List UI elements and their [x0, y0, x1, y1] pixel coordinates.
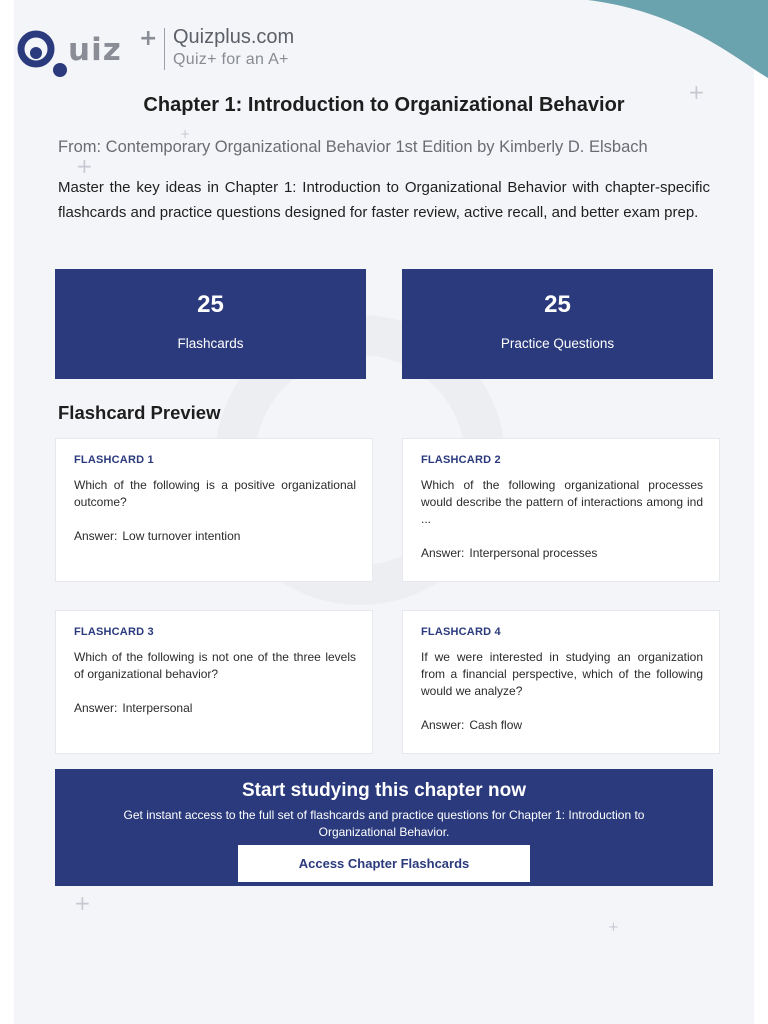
stat-label: Flashcards — [177, 336, 244, 351]
study-cta-banner — [55, 769, 713, 886]
flashcard-answer — [74, 529, 240, 543]
answer-text: Interpersonal processes — [469, 546, 598, 560]
flashcards-count-box[interactable] — [55, 269, 366, 379]
practice-questions-count-box[interactable] — [402, 269, 713, 379]
flashcard-question: Which of the following organizational processes would describe the pattern of interactions among ind ... — [421, 478, 703, 527]
logo-divider — [164, 28, 165, 70]
site-tagline: Quiz+ for an A+ — [173, 51, 289, 68]
stat-number: 25 — [544, 291, 571, 318]
flashcard-question: If we were interested in studying an organization from a financial perspective, which of the following would we analyze? — [421, 650, 703, 699]
flashcard-answer — [74, 701, 192, 715]
flashcard-tag: FLASHCARD 4 — [421, 626, 501, 638]
flashcard-card[interactable] — [402, 610, 720, 754]
flashcard-question: Which of the following is not one of the three levels of organizational behavior? — [74, 650, 356, 682]
flashcard-tag: FLASHCARD 3 — [74, 626, 154, 638]
plus-decoration: + — [180, 127, 191, 141]
flashcard-answer — [421, 546, 597, 560]
answer-text: Interpersonal — [122, 701, 193, 715]
quizplus-logo[interactable] — [16, 26, 306, 78]
answer-text: Low turnover intention — [122, 529, 241, 543]
logo-q-icon — [16, 28, 72, 78]
site-name: Quizplus.com — [173, 26, 295, 48]
answer-prefix: Answer: — [421, 718, 465, 732]
stat-number: 25 — [197, 291, 224, 318]
flashcard-card[interactable] — [55, 438, 373, 582]
chapter-description: Master the key ideas in Chapter 1: Introduction to Organizational Behavior with chapter-specific flashcards and practice questions designed for faster review, active recall, and better exam prep. — [58, 179, 710, 221]
flashcard-card[interactable] — [55, 610, 373, 754]
plus-decoration: + — [688, 80, 705, 104]
answer-prefix: Answer: — [74, 701, 118, 715]
cta-heading: Start studying this chapter now — [242, 780, 526, 801]
answer-text: Cash flow — [469, 718, 523, 732]
cta-subtext: Get instant access to the full set of flashcards and practice questions for Chapter 1: Introduction to Organizational Behavior. — [123, 808, 645, 839]
answer-prefix: Answer: — [74, 529, 118, 543]
plus-decoration: + — [76, 154, 93, 178]
flashcard-card[interactable] — [402, 438, 720, 582]
page-title: Chapter 1: Introduction to Organizational Behavior — [143, 94, 625, 116]
flashcard-preview-heading: Flashcard Preview — [58, 402, 221, 423]
plus-decoration: + — [608, 920, 619, 935]
stat-label: Practice Questions — [500, 336, 615, 351]
corner-decoration — [588, 0, 768, 80]
access-flashcards-button[interactable]: Access Chapter Flashcards — [238, 845, 530, 882]
flashcard-question: Which of the following is a positive organizational outcome? — [74, 478, 356, 510]
logo-plus-mark: + — [139, 26, 158, 51]
logo-wordmark: uiz — [68, 32, 122, 68]
flashcard-answer — [421, 718, 522, 732]
flashcard-tag: FLASHCARD 1 — [74, 454, 154, 466]
plus-decoration: + — [74, 891, 91, 915]
answer-prefix: Answer: — [421, 546, 465, 560]
source-book: From: Contemporary Organizational Behavior 1st Edition by Kimberly D. Elsbach — [58, 138, 648, 156]
flashcard-tag: FLASHCARD 2 — [421, 454, 501, 466]
